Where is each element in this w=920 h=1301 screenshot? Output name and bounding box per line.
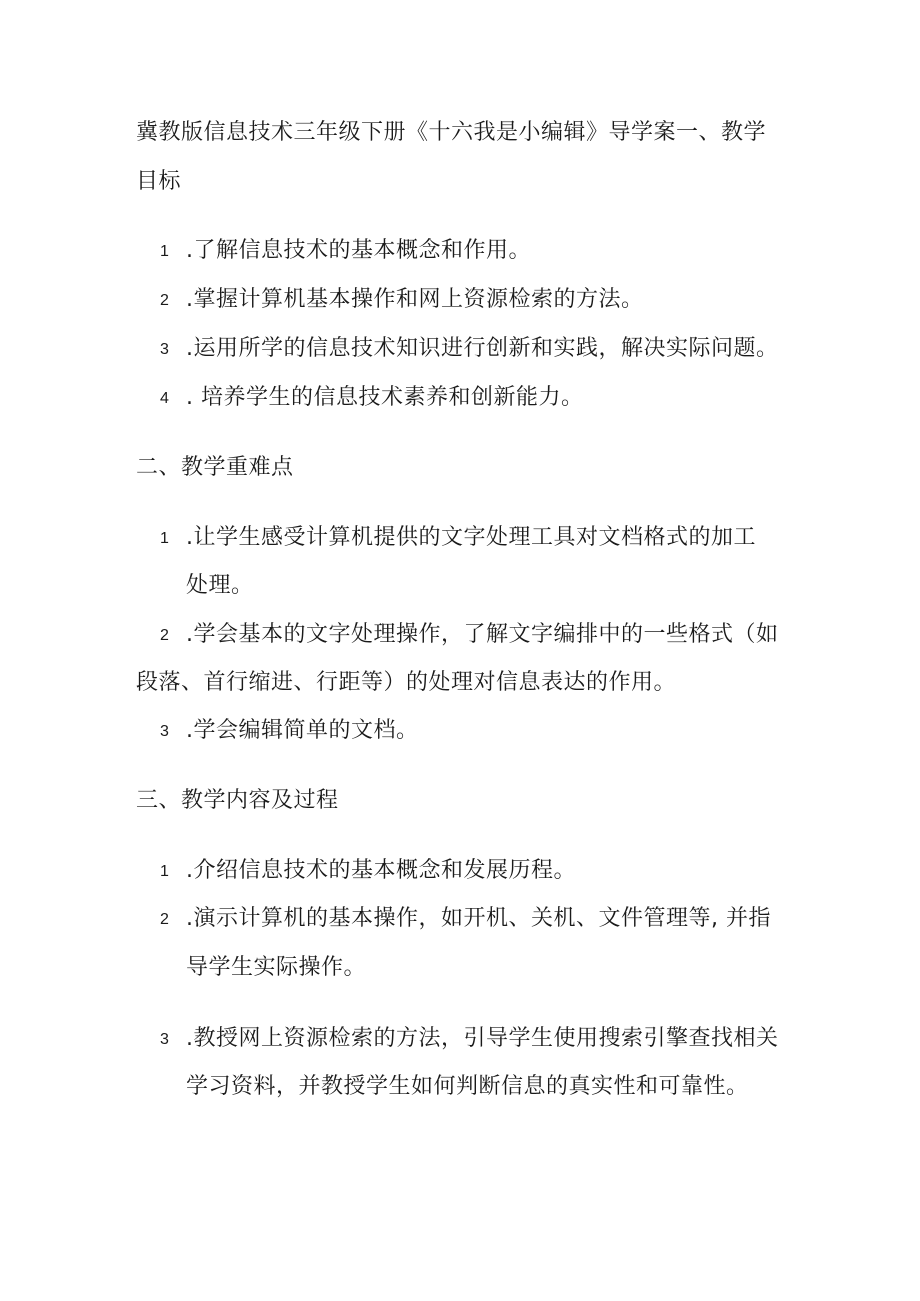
- section-heading: 二、教学重难点: [136, 455, 294, 480]
- list-item: [160, 383, 584, 414]
- list-item: [160, 236, 531, 267]
- list-item-text: .学会编辑简单的文档。: [186, 718, 419, 743]
- list-item-text: . 培养学生的信息技术素养和创新能力。: [186, 385, 584, 410]
- list-item: [160, 620, 779, 651]
- list-item-text: .了解信息技术的基本概念和作用。: [186, 238, 531, 263]
- list-item-text: .学会基本的文字处理操作，了解文字编排中的一些格式（如: [186, 622, 779, 647]
- list-item: [160, 1024, 779, 1055]
- list-item: [160, 523, 756, 554]
- list-item-number: 4: [160, 390, 170, 407]
- list-item-continuation: 段落、首行缩进、行距等）的处理对信息表达的作用。: [136, 670, 677, 695]
- list-item-number: 1: [160, 243, 170, 260]
- list-item-continuation: 处理。: [186, 573, 254, 598]
- list-item-number: 1: [160, 530, 170, 547]
- list-item-number: 3: [160, 723, 170, 740]
- list-item-continuation: 学习资料，并教授学生如何判断信息的真实性和可靠性。: [186, 1074, 749, 1099]
- list-item-number: 3: [160, 341, 170, 358]
- section-heading: 三、教学内容及过程: [136, 788, 339, 813]
- list-item-number: 2: [160, 911, 170, 928]
- list-item-number: 2: [160, 292, 170, 309]
- list-item-text: .教授网上资源检索的方法，引导学生使用搜索引擎查找相关: [186, 1026, 779, 1051]
- list-item-text: .演示计算机的基本操作，如开机、关机、文件管理等, 并指: [186, 906, 771, 931]
- list-item-continuation: 导学生实际操作。: [186, 955, 367, 980]
- list-item-text: .让学生感受计算机提供的文字处理工具对文档格式的加工: [186, 525, 756, 550]
- list-item: [160, 334, 779, 365]
- list-item-text: .介绍信息技术的基本概念和发展历程。: [186, 858, 576, 883]
- list-item-number: 3: [160, 1031, 170, 1048]
- list-item: [160, 716, 419, 747]
- document-title-line1: 冀教版信息技术三年级下册《十六我是小编辑》导学案一、教学: [136, 120, 767, 145]
- document-title-line2: 目标: [136, 169, 182, 194]
- list-item-text: .运用所学的信息技术知识进行创新和实践，解决实际问题。: [186, 336, 779, 361]
- list-item-number: 2: [160, 627, 170, 644]
- list-item: [160, 285, 644, 316]
- list-item-number: 1: [160, 863, 170, 880]
- list-item: [160, 856, 576, 887]
- list-item: [160, 904, 771, 935]
- list-item-text: .掌握计算机基本操作和网上资源检索的方法。: [186, 287, 644, 312]
